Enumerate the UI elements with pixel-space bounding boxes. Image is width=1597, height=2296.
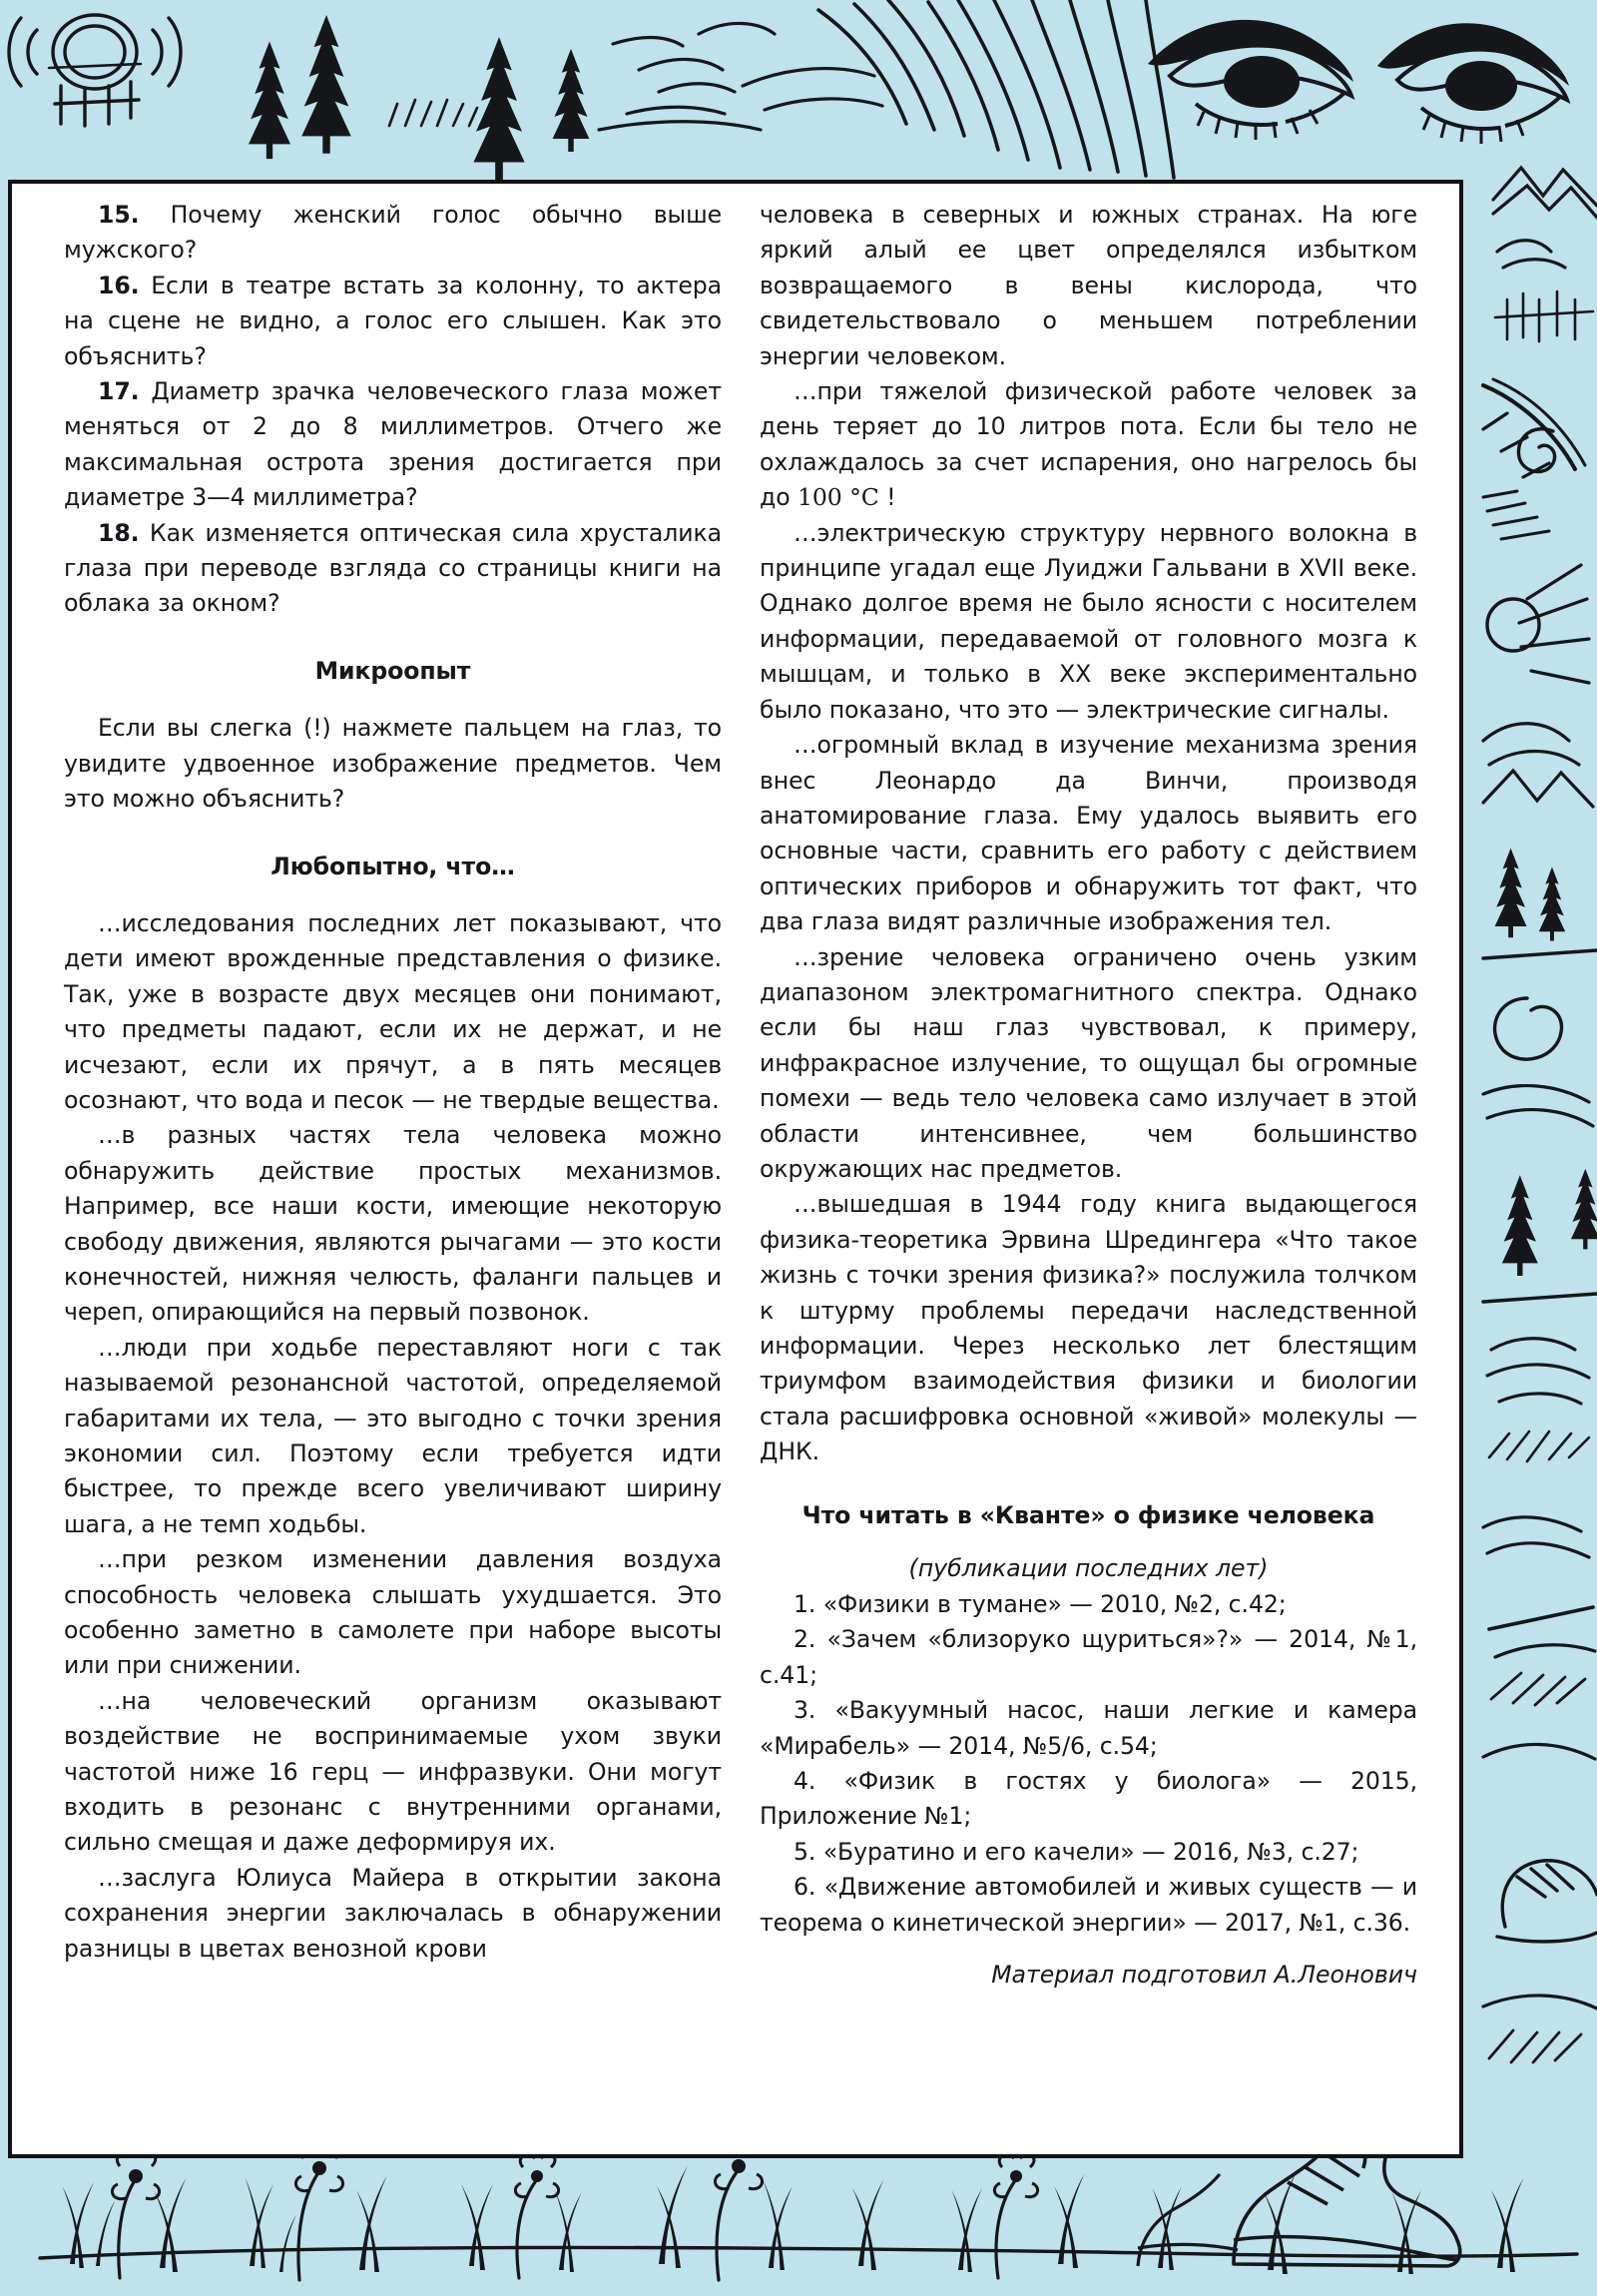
right-column — [760, 198, 1417, 2138]
question-text: Как изменяется оптическая сила хрусталика глаза при переводе взгляда со страницы книги на облака за окном? — [64, 518, 722, 618]
question-item — [64, 269, 722, 374]
fact-text-after: ! — [878, 483, 896, 512]
content-panel — [8, 180, 1463, 2158]
temperature-value: 100 °C — [797, 483, 879, 512]
fact-paragraph: …на человеческий организм оказывают воздействие не воспринимаемые ухом звуки частотой ниже 16 герц — инфразвуки. Они могут входить в резонанс с внутренними органами, сильно смещая и даже деформируя их. — [64, 1686, 722, 1857]
question-number: 18. — [98, 518, 140, 547]
bibliography-item: 1. «Физики в тумане» — 2010, №2, с.42; — [794, 1590, 1287, 1619]
left-column — [64, 198, 722, 2138]
bibliography-item: 4. «Физик в гостях у биолога» — 2015, Приложение №1; — [760, 1767, 1417, 1831]
right-stripe-sketch — [1483, 168, 1597, 2062]
question-item — [64, 198, 722, 269]
question-text: Почему женский голос обычно выше мужского? — [64, 201, 722, 265]
fact-paragraph: …заслуга Юлиуса Майера в открытии закона сохранения энергии заключалась в обнаружении разницы в цветах венозной крови — [64, 1863, 722, 1963]
fact-paragraph: …исследования последних лет показывают, что дети имеют врожденные представления о физике. Так, уже в возрасте двух месяцев они понимают, что предметы падают, если их не держат, и не исчезают, если их прячут, а в пять месяцев осознают, что вода и песок — не твердые вещества. — [64, 908, 722, 1114]
bibliography-subtitle: (публикации последних лет) — [908, 1554, 1269, 1583]
microexperiment-heading: Микроопыт — [314, 656, 471, 685]
curious-heading: Любопытно, что… — [270, 852, 515, 880]
question-item — [64, 516, 722, 622]
fact-paragraph: …в разных частях тела человека можно обнаружить действие простых механизмов. Например, все наши кости, имеющие некоторую свободу движения, являются рычагами — это кости конечностей, нижняя челюсть, фаланги пальцев и череп, опирающийся на первый позвонок. — [64, 1121, 722, 1327]
bibliography-heading: Что читать в «Кванте» о физике человека — [801, 1500, 1375, 1529]
two-column-layout — [64, 198, 1417, 2138]
question-text: Диаметр зрачка человеческого глаза может меняться от 2 до 8 миллиметров. Отчего же максимальная острота зрения достигается при диаметре 3—4 миллиметра? — [64, 377, 722, 512]
bibliography-item: 3. «Вакуумный насос, наши легкие и камера «Мирабель» — 2014, №5/6, с.54; — [760, 1696, 1417, 1760]
author-credit: Материал подготовил А.Леонович — [991, 1961, 1417, 1990]
bibliography-item: 6. «Движение автомобилей и живых существ — и теорема о кинетической энергии» — 2017, №1, с.36. — [760, 1873, 1417, 1937]
fact-paragraph-temperature — [760, 374, 1417, 516]
top-band-sketch — [9, 0, 1569, 180]
fact-paragraph: …зрение человека ограничено очень узким диапазоном электромагнитного спектра. Однако если бы наш глаз чувствовал, к примеру, инфракрасное излучение, то ощущал бы огромные помехи — ведь тело человека само излучает в этой области интенсивнее, чем большинство окружающих нас предметов. — [760, 942, 1417, 1183]
fact-paragraph: …электрическую структуру нервного волокна в принципе угадал еще Луиджи Гальвани в XVII веке. Однако долгое время не было ясности с носителем информации, передаваемой от головного мозга к мышцам, и только в XX веке экспериментально было показано, что это — электрические сигналы. — [760, 518, 1417, 724]
bibliography-item: 2. «Зачем «близоруко щуриться»?» — 2014, №1, с.41; — [760, 1625, 1417, 1689]
microexperiment-text: Если вы слегка (!) нажмете пальцем на глаз, то увидите удвоенное изображение предметов. Чем это можно объяснить? — [64, 714, 722, 814]
question-number: 15. — [98, 201, 140, 229]
bibliography-item: 5. «Буратино и его качели» — 2016, №3, с.27; — [794, 1837, 1359, 1866]
question-number: 17. — [98, 377, 140, 406]
fact-paragraph: …огромный вклад в изучение механизма зрения внес Леонардо да Винчи, производя анатомирование глаза. Ему удалось выявить его основные части, сравнить его работу с действием оптических приборов и обнаружить тот факт, что два глаза видят различные изображения тел. — [760, 731, 1417, 936]
fact-text-before: …при тяжелой физической работе человек за день теряет до 10 литров пота. Если бы тело не охлаждалось за счет испарения, оно нагрелось бы до — [760, 377, 1417, 512]
continuation-paragraph: человека в северных и южных странах. На юге яркий алый ее цвет определялся избытком возвращаемого в вены кислорода, что свидетельствовало о меньшем потреблении энергии человеком. — [760, 201, 1417, 370]
question-number: 16. — [98, 271, 140, 299]
question-text: Если в театре встать за колонну, то актера на сцене не видно, а голос его слышен. Как это объяснить? — [64, 271, 722, 370]
question-item — [64, 374, 722, 516]
fact-paragraph: …при резком изменении давления воздуха способность человека слышать ухудшается. Это особенно заметно в самолете при наборе высоты или при снижении. — [64, 1545, 722, 1680]
fact-paragraph: …вышедшая в 1944 году книга выдающегося физика-теоретика Эрвина Шредингера «Что такое жизнь с точки зрения физика?» послужила толчком к штурму проблемы передачи наследственной информации. Через несколько лет блестящим триумфом взаимодействия физики и биологии стала расшифровка основной «живой» молекулы — ДНК. — [760, 1190, 1417, 1466]
fact-paragraph: …люди при ходьбе переставляют ноги с так называемой резонансной частотой, определяемой габаритами их тела, — это выгодно с точки зрения экономии сил. Поэтому если требуется идти быстрее, то прежде всего увеличивают ширину шага, а не темп ходьбы. — [64, 1333, 722, 1538]
